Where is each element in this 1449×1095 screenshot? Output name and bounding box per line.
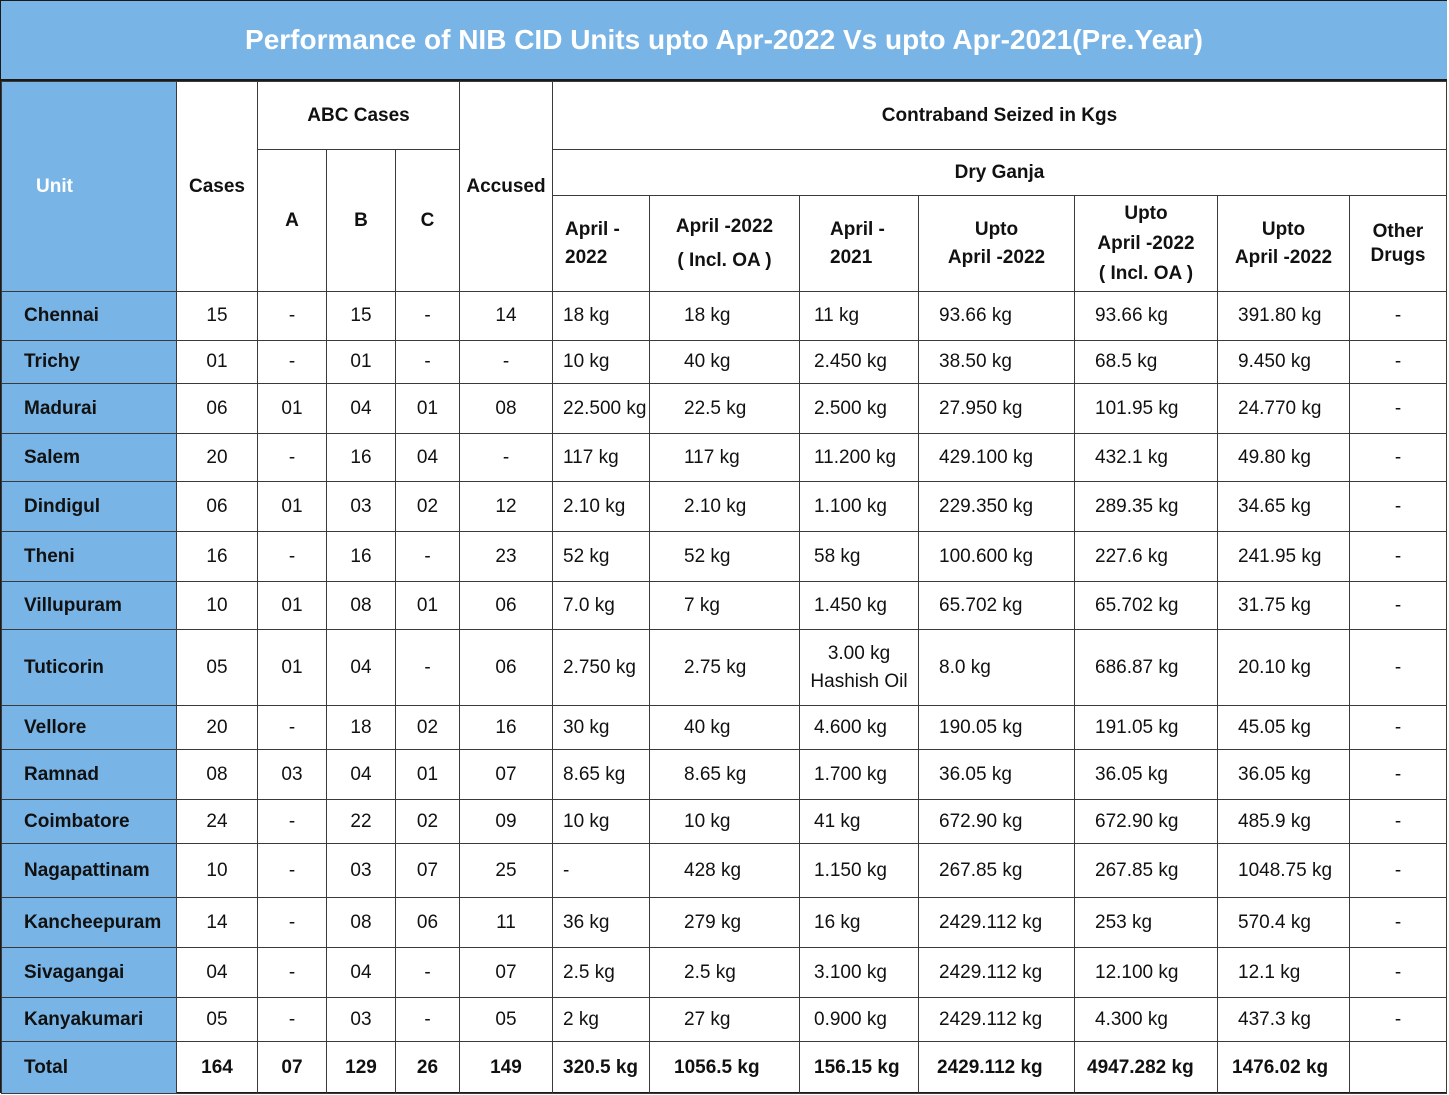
cell-april-2022: 2 kg <box>553 998 650 1042</box>
cell-accused: - <box>460 341 553 384</box>
cell-other-drugs: - <box>1350 630 1447 706</box>
unit-name: Madurai <box>2 384 177 434</box>
cell-c: 02 <box>396 800 460 844</box>
cell-upto-april-2022-incl-oa: 101.95 kg <box>1075 384 1218 434</box>
cell-upto-april-2022-b: 34.65 kg <box>1218 482 1350 532</box>
col-upto-april-2022-b-header: Upto April -2022 <box>1218 196 1350 292</box>
table-row <box>2 898 1447 948</box>
cell-upto-april-2022-b: 570.4 kg <box>1218 898 1350 948</box>
unit-name: Coimbatore <box>2 800 177 844</box>
contraband-header: Contraband Seized in Kgs <box>553 82 1447 150</box>
performance-table <box>1 81 1447 1094</box>
cell-cases: 20 <box>177 434 258 482</box>
cell-cases: 05 <box>177 998 258 1042</box>
cell-upto-april-2022: 429.100 kg <box>919 434 1075 482</box>
cell-april-2022-incl-oa: 40 kg <box>650 706 800 750</box>
cell-upto-april-2022-incl-oa: 4.300 kg <box>1075 998 1218 1042</box>
cell-cases: 10 <box>177 844 258 898</box>
cell-accused: 07 <box>460 750 553 800</box>
cell-cases: 04 <box>177 948 258 998</box>
cell-c: - <box>396 341 460 384</box>
cell-c: 01 <box>396 582 460 630</box>
cell-april-2021: 3.100 kg <box>800 948 919 998</box>
cell-upto-april-2022: 267.85 kg <box>919 844 1075 898</box>
cell-april-2022: 2.750 kg <box>553 630 650 706</box>
cell-upto-april-2022: 2429.112 kg <box>919 998 1075 1042</box>
col-upto-april-2022-header: Upto April -2022 <box>919 196 1075 292</box>
cell-april-2022: 36 kg <box>553 898 650 948</box>
cell-april-2022-incl-oa: 2.10 kg <box>650 482 800 532</box>
a-header: A <box>258 150 327 292</box>
cell-b: 18 <box>327 706 396 750</box>
unit-name: Kancheepuram <box>2 898 177 948</box>
cell-a: 03 <box>258 750 327 800</box>
cell-upto-april-2022: 2429.112 kg <box>919 898 1075 948</box>
cell-april-2021: 16 kg <box>800 898 919 948</box>
cell-accused: 06 <box>460 630 553 706</box>
table-row <box>2 844 1447 898</box>
table-row <box>2 998 1447 1042</box>
cell-accused: 05 <box>460 998 553 1042</box>
cell-upto-april-2022-incl-oa: 267.85 kg <box>1075 844 1218 898</box>
cell-upto-april-2022-b: 36.05 kg <box>1218 750 1350 800</box>
cell-b: 16 <box>327 434 396 482</box>
unit-name: Tuticorin <box>2 630 177 706</box>
col-april-2021-header: April - 2021 <box>800 196 919 292</box>
cell-upto-april-2022-incl-oa: 289.35 kg <box>1075 482 1218 532</box>
unit-name: Trichy <box>2 341 177 384</box>
c-header: C <box>396 150 460 292</box>
cell-other-drugs: - <box>1350 582 1447 630</box>
cell-cases: 16 <box>177 532 258 582</box>
cell-b: 04 <box>327 630 396 706</box>
col-other-drugs-header: Other Drugs <box>1350 196 1447 292</box>
cell-upto-april-2022-b: 12.1 kg <box>1218 948 1350 998</box>
cell-upto-april-2022-incl-oa: 93.66 kg <box>1075 292 1218 341</box>
unit-name: Theni <box>2 532 177 582</box>
unit-name: Kanyakumari <box>2 998 177 1042</box>
cell-april-2021: 156.15 kg <box>800 1042 919 1094</box>
cell-other-drugs: - <box>1350 706 1447 750</box>
cell-april-2022: 320.5 kg <box>553 1042 650 1094</box>
cell-cases: 10 <box>177 582 258 630</box>
cell-a: - <box>258 434 327 482</box>
cell-b: 04 <box>327 948 396 998</box>
cell-cases: 164 <box>177 1042 258 1094</box>
cell-upto-april-2022-b: 9.450 kg <box>1218 341 1350 384</box>
cell-accused: 14 <box>460 292 553 341</box>
b-header: B <box>327 150 396 292</box>
cell-other-drugs: - <box>1350 292 1447 341</box>
cell-april-2022-incl-oa: 18 kg <box>650 292 800 341</box>
cell-april-2022: 10 kg <box>553 800 650 844</box>
cell-accused: 07 <box>460 948 553 998</box>
cell-a: - <box>258 998 327 1042</box>
cell-b: 22 <box>327 800 396 844</box>
cell-april-2021: 41 kg <box>800 800 919 844</box>
cell-accused: 149 <box>460 1042 553 1094</box>
cell-upto-april-2022: 27.950 kg <box>919 384 1075 434</box>
cell-april-2021: 11 kg <box>800 292 919 341</box>
cell-upto-april-2022: 8.0 kg <box>919 630 1075 706</box>
cell-accused: 16 <box>460 706 553 750</box>
cell-upto-april-2022: 229.350 kg <box>919 482 1075 532</box>
cell-c: 01 <box>396 384 460 434</box>
cell-upto-april-2022-b: 49.80 kg <box>1218 434 1350 482</box>
cell-c: - <box>396 292 460 341</box>
cell-april-2022-incl-oa: 10 kg <box>650 800 800 844</box>
cell-cases: 01 <box>177 341 258 384</box>
cell-upto-april-2022-incl-oa: 191.05 kg <box>1075 706 1218 750</box>
abc-cases-header: ABC Cases <box>258 82 460 150</box>
table-row <box>2 482 1447 532</box>
cell-b: 08 <box>327 582 396 630</box>
table-row <box>2 384 1447 434</box>
cell-a: 01 <box>258 482 327 532</box>
cell-accused: 06 <box>460 582 553 630</box>
cell-b: 03 <box>327 998 396 1042</box>
table-row <box>2 630 1447 706</box>
cell-upto-april-2022-b: 241.95 kg <box>1218 532 1350 582</box>
cell-upto-april-2022-b: 31.75 kg <box>1218 582 1350 630</box>
cell-upto-april-2022-b: 485.9 kg <box>1218 800 1350 844</box>
dry-ganja-header: Dry Ganja <box>553 150 1447 196</box>
total-row <box>2 1042 1447 1094</box>
cell-a: - <box>258 800 327 844</box>
cell-upto-april-2022-incl-oa: 227.6 kg <box>1075 532 1218 582</box>
cases-header: Cases <box>177 82 258 292</box>
cell-april-2021: 1.450 kg <box>800 582 919 630</box>
col-april-2022-incl-oa-header: April -2022 ( Incl. OA ) <box>650 196 800 292</box>
unit-name: Chennai <box>2 292 177 341</box>
cell-b: 04 <box>327 384 396 434</box>
cell-c: 07 <box>396 844 460 898</box>
cell-april-2022-incl-oa: 52 kg <box>650 532 800 582</box>
unit-name: Nagapattinam <box>2 844 177 898</box>
table-row <box>2 800 1447 844</box>
cell-upto-april-2022-incl-oa: 12.100 kg <box>1075 948 1218 998</box>
cell-april-2022-incl-oa: 428 kg <box>650 844 800 898</box>
cell-upto-april-2022-b: 45.05 kg <box>1218 706 1350 750</box>
cell-april-2022: 7.0 kg <box>553 582 650 630</box>
cell-b: 01 <box>327 341 396 384</box>
cell-other-drugs: - <box>1350 384 1447 434</box>
cell-april-2022-incl-oa: 2.75 kg <box>650 630 800 706</box>
cell-april-2022: 8.65 kg <box>553 750 650 800</box>
cell-a: - <box>258 948 327 998</box>
cell-a: - <box>258 532 327 582</box>
cell-c: 02 <box>396 706 460 750</box>
cell-c: 02 <box>396 482 460 532</box>
cell-cases: 15 <box>177 292 258 341</box>
cell-accused: 09 <box>460 800 553 844</box>
cell-c: 06 <box>396 898 460 948</box>
cell-a: - <box>258 341 327 384</box>
cell-upto-april-2022: 2429.112 kg <box>919 948 1075 998</box>
cell-a: - <box>258 844 327 898</box>
unit-name: Villupuram <box>2 582 177 630</box>
table-row <box>2 434 1447 482</box>
col-upto-april-2022-incl-oa-header: Upto April -2022 ( Incl. OA ) <box>1075 196 1218 292</box>
cell-b: 03 <box>327 482 396 532</box>
cell-upto-april-2022-b: 1476.02 kg <box>1218 1042 1350 1094</box>
unit-name: Sivagangai <box>2 948 177 998</box>
cell-april-2022: 52 kg <box>553 532 650 582</box>
cell-april-2021: 11.200 kg <box>800 434 919 482</box>
cell-upto-april-2022: 672.90 kg <box>919 800 1075 844</box>
cell-accused: - <box>460 434 553 482</box>
unit-name: Vellore <box>2 706 177 750</box>
cell-april-2022: 2.5 kg <box>553 948 650 998</box>
cell-other-drugs <box>1350 1042 1447 1094</box>
cell-cases: 14 <box>177 898 258 948</box>
col-april-2022-header: April - 2022 <box>553 196 650 292</box>
cell-upto-april-2022-b: 24.770 kg <box>1218 384 1350 434</box>
cell-b: 04 <box>327 750 396 800</box>
cell-upto-april-2022: 65.702 kg <box>919 582 1075 630</box>
cell-accused: 12 <box>460 482 553 532</box>
table-row <box>2 750 1447 800</box>
unit-header: Unit <box>2 82 177 292</box>
cell-april-2022-incl-oa: 40 kg <box>650 341 800 384</box>
table-row <box>2 706 1447 750</box>
page-title: Performance of NIB CID Units upto Apr-2022 Vs upto Apr-2021(Pre.Year) <box>1 1 1447 81</box>
cell-april-2022-incl-oa: 7 kg <box>650 582 800 630</box>
cell-a: - <box>258 292 327 341</box>
cell-april-2022: 2.10 kg <box>553 482 650 532</box>
cell-april-2021: 2.450 kg <box>800 341 919 384</box>
cell-april-2022-incl-oa: 8.65 kg <box>650 750 800 800</box>
cell-a: - <box>258 706 327 750</box>
cell-b: 129 <box>327 1042 396 1094</box>
cell-april-2022: 117 kg <box>553 434 650 482</box>
cell-april-2021: 1.100 kg <box>800 482 919 532</box>
cell-upto-april-2022-incl-oa: 36.05 kg <box>1075 750 1218 800</box>
cell-a: 01 <box>258 384 327 434</box>
cell-april-2021: 2.500 kg <box>800 384 919 434</box>
cell-upto-april-2022-incl-oa: 68.5 kg <box>1075 341 1218 384</box>
cell-upto-april-2022: 93.66 kg <box>919 292 1075 341</box>
cell-upto-april-2022-b: 1048.75 kg <box>1218 844 1350 898</box>
cell-cases: 24 <box>177 800 258 844</box>
cell-cases: 06 <box>177 384 258 434</box>
cell-cases: 08 <box>177 750 258 800</box>
cell-april-2022: 22.500 kg <box>553 384 650 434</box>
cell-a: - <box>258 898 327 948</box>
cell-upto-april-2022-b: 437.3 kg <box>1218 998 1350 1042</box>
cell-april-2022-incl-oa: 1056.5 kg <box>650 1042 800 1094</box>
cell-c: 26 <box>396 1042 460 1094</box>
cell-a: 01 <box>258 582 327 630</box>
cell-cases: 05 <box>177 630 258 706</box>
cell-upto-april-2022: 190.05 kg <box>919 706 1075 750</box>
cell-accused: 08 <box>460 384 553 434</box>
unit-name: Ramnad <box>2 750 177 800</box>
cell-upto-april-2022-incl-oa: 432.1 kg <box>1075 434 1218 482</box>
cell-april-2022: 10 kg <box>553 341 650 384</box>
cell-other-drugs: - <box>1350 998 1447 1042</box>
cell-other-drugs: - <box>1350 482 1447 532</box>
unit-name: Dindigul <box>2 482 177 532</box>
table-row <box>2 532 1447 582</box>
cell-other-drugs: - <box>1350 800 1447 844</box>
cell-other-drugs: - <box>1350 898 1447 948</box>
cell-b: 15 <box>327 292 396 341</box>
cell-upto-april-2022: 36.05 kg <box>919 750 1075 800</box>
unit-name: Total <box>2 1042 177 1094</box>
cell-other-drugs: - <box>1350 341 1447 384</box>
cell-other-drugs: - <box>1350 532 1447 582</box>
cell-c: 01 <box>396 750 460 800</box>
unit-name: Salem <box>2 434 177 482</box>
cell-april-2021: 58 kg <box>800 532 919 582</box>
cell-april-2022: 18 kg <box>553 292 650 341</box>
cell-april-2022-incl-oa: 279 kg <box>650 898 800 948</box>
seized-substance-note: Hashish Oil <box>810 670 908 692</box>
cell-april-2022-incl-oa: 22.5 kg <box>650 384 800 434</box>
cell-c: - <box>396 532 460 582</box>
cell-other-drugs: - <box>1350 434 1447 482</box>
cell-accused: 23 <box>460 532 553 582</box>
cell-upto-april-2022-incl-oa: 253 kg <box>1075 898 1218 948</box>
cell-april-2021 <box>800 630 919 706</box>
cell-april-2022: 30 kg <box>553 706 650 750</box>
cell-b: 03 <box>327 844 396 898</box>
cell-april-2022-incl-oa: 2.5 kg <box>650 948 800 998</box>
cell-upto-april-2022-b: 20.10 kg <box>1218 630 1350 706</box>
cell-upto-april-2022-incl-oa: 65.702 kg <box>1075 582 1218 630</box>
cell-b: 16 <box>327 532 396 582</box>
cell-accused: 11 <box>460 898 553 948</box>
cell-c: 04 <box>396 434 460 482</box>
cell-april-2021: 0.900 kg <box>800 998 919 1042</box>
table-row <box>2 341 1447 384</box>
seized-quantity: 3.00 kg <box>827 642 891 664</box>
cell-april-2021: 4.600 kg <box>800 706 919 750</box>
cell-c: - <box>396 998 460 1042</box>
cell-other-drugs: - <box>1350 844 1447 898</box>
cell-april-2021: 1.150 kg <box>800 844 919 898</box>
cell-upto-april-2022-b: 391.80 kg <box>1218 292 1350 341</box>
cell-b: 08 <box>327 898 396 948</box>
cell-c: - <box>396 630 460 706</box>
cell-april-2022-incl-oa: 27 kg <box>650 998 800 1042</box>
accused-header: Accused <box>460 82 553 292</box>
cell-c: - <box>396 948 460 998</box>
table-row <box>2 292 1447 341</box>
cell-a: 07 <box>258 1042 327 1094</box>
cell-upto-april-2022-incl-oa: 686.87 kg <box>1075 630 1218 706</box>
cell-accused: 25 <box>460 844 553 898</box>
cell-cases: 20 <box>177 706 258 750</box>
table-row <box>2 948 1447 998</box>
cell-cases: 06 <box>177 482 258 532</box>
cell-april-2021: 1.700 kg <box>800 750 919 800</box>
cell-upto-april-2022-incl-oa: 4947.282 kg <box>1075 1042 1218 1094</box>
cell-april-2022: - <box>553 844 650 898</box>
cell-other-drugs: - <box>1350 750 1447 800</box>
cell-upto-april-2022: 100.600 kg <box>919 532 1075 582</box>
cell-other-drugs: - <box>1350 948 1447 998</box>
cell-upto-april-2022: 38.50 kg <box>919 341 1075 384</box>
cell-a: 01 <box>258 630 327 706</box>
cell-upto-april-2022-incl-oa: 672.90 kg <box>1075 800 1218 844</box>
cell-upto-april-2022: 2429.112 kg <box>919 1042 1075 1094</box>
table-row <box>2 582 1447 630</box>
cell-april-2022-incl-oa: 117 kg <box>650 434 800 482</box>
